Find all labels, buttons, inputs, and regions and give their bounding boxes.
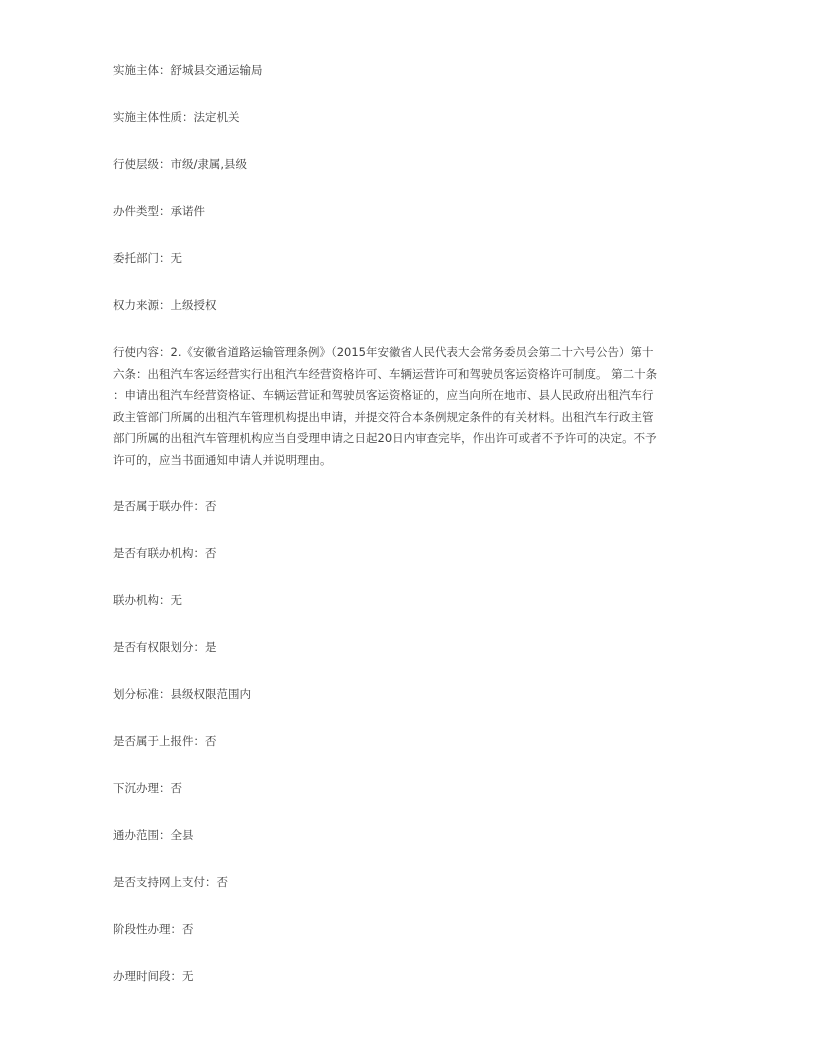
field-division-standard: 划分标准：县级权限范围内 [113,687,251,701]
content-line: 六条：出租汽车客运经营实行出租汽车经营资格许可、车辆运营许可和驾驶员客运资格许可制度。 第二十条 [113,366,658,381]
field-has-joint-agency: 是否有联办机构：否 [113,546,217,560]
field-reported-case: 是否属于上报件：否 [113,734,217,748]
field-joint-agency: 联办机构：无 [113,593,182,607]
field-power-source: 权力来源：上级授权 [113,298,217,312]
field-entrusted-department: 委托部门：无 [113,251,182,265]
field-exercise-content [113,342,705,471]
content-line: ：申请出租汽车经营资格证、车辆运营证和驾驶员客运资格证的，应当向所在地市、县人民政府出租汽车行 [113,388,654,402]
field-staged-handling: 阶段性办理：否 [113,922,194,936]
field-has-authority-division: 是否有权限划分：是 [113,640,217,654]
field-body-nature: 实施主体性质：法定机关 [113,110,240,124]
field-universal-scope: 通办范围：全县 [113,828,194,842]
field-handling-time-period: 办理时间段：无 [113,969,194,983]
field-joint-case: 是否属于联办件：否 [113,499,217,513]
field-implementing-body: 实施主体：舒城县交通运输局 [113,63,263,77]
content-line: 行使内容：2.《安徽省道路运输管理条例》（2015年安徽省人民代表大会常务委员会第二十六号公告）第十 [113,345,654,359]
field-exercise-level: 行使层级：市级/隶属,县级 [113,157,248,171]
document-page [113,60,705,1013]
field-case-type: 办件类型：承诺件 [113,204,205,218]
content-line: 许可的，应当书面通知申请人并说明理由。 [113,452,332,467]
content-line: 政主管部门所属的出租汽车管理机构提出申请，并提交符合本条例规定条件的有关材料。出租汽车行政主管 [113,409,654,424]
field-online-payment: 是否支持网上支付：否 [113,875,228,889]
content-line: 部门所属的出租汽车管理机构应当自受理申请之日起20日内审查完毕，作出许可或者不予许可的决定。不予 [113,431,657,445]
field-sinking-handling: 下沉办理：否 [113,781,182,795]
